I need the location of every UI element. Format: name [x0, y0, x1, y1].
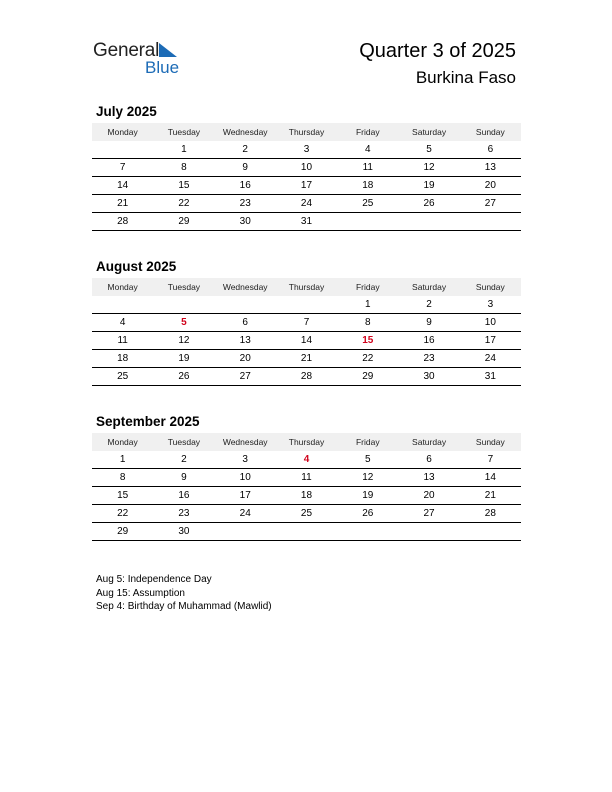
holiday-note: Sep 4: Birthday of Muhammad (Mawlid) — [96, 601, 272, 612]
day-cell: 8 — [92, 469, 153, 487]
day-cell: 21 — [92, 195, 153, 213]
month-title: August 2025 — [96, 259, 177, 274]
day-cell: 5 — [153, 314, 214, 332]
day-cell: 24 — [460, 350, 521, 368]
day-cell: 12 — [398, 159, 459, 177]
day-cell: 25 — [337, 195, 398, 213]
empty-cell — [92, 296, 153, 314]
day-cell: 3 — [460, 296, 521, 314]
empty-cell — [398, 213, 459, 231]
day-cell: 4 — [337, 141, 398, 159]
day-cell: 19 — [398, 177, 459, 195]
day-cell: 11 — [337, 159, 398, 177]
day-cell: 26 — [398, 195, 459, 213]
weekday-header: Sunday — [460, 433, 521, 451]
day-cell: 21 — [276, 350, 337, 368]
empty-cell — [398, 523, 459, 541]
day-cell: 10 — [215, 469, 276, 487]
day-cell: 29 — [92, 523, 153, 541]
weekday-header: Friday — [337, 123, 398, 141]
weekday-header: Thursday — [276, 433, 337, 451]
day-cell: 21 — [460, 487, 521, 505]
month-title: September 2025 — [96, 414, 200, 429]
day-cell: 9 — [153, 469, 214, 487]
day-cell: 7 — [276, 314, 337, 332]
day-cell: 10 — [276, 159, 337, 177]
day-cell: 6 — [460, 141, 521, 159]
weekday-header: Saturday — [398, 433, 459, 451]
holiday-notes — [96, 573, 272, 614]
day-cell: 16 — [215, 177, 276, 195]
day-cell: 18 — [92, 350, 153, 368]
empty-cell — [153, 296, 214, 314]
day-cell: 30 — [153, 523, 214, 541]
month-july — [92, 103, 521, 231]
weekday-header: Friday — [337, 433, 398, 451]
day-cell: 30 — [215, 213, 276, 231]
day-cell: 1 — [153, 141, 214, 159]
month-september — [92, 413, 521, 541]
day-cell: 8 — [337, 314, 398, 332]
day-cell: 23 — [215, 195, 276, 213]
day-cell: 24 — [276, 195, 337, 213]
calendar-grid — [92, 123, 521, 231]
weekday-header: Wednesday — [215, 433, 276, 451]
empty-cell — [215, 296, 276, 314]
day-cell: 8 — [153, 159, 214, 177]
day-cell: 11 — [276, 469, 337, 487]
day-cell: 25 — [92, 368, 153, 386]
day-cell: 2 — [153, 451, 214, 469]
day-cell: 14 — [276, 332, 337, 350]
day-cell: 24 — [215, 505, 276, 523]
day-cell: 22 — [92, 505, 153, 523]
day-cell: 15 — [337, 332, 398, 350]
day-cell: 6 — [398, 451, 459, 469]
weekday-header: Thursday — [276, 123, 337, 141]
month-title: July 2025 — [96, 104, 157, 119]
empty-cell — [337, 213, 398, 231]
empty-cell — [215, 523, 276, 541]
day-cell: 2 — [215, 141, 276, 159]
day-cell: 10 — [460, 314, 521, 332]
weekday-header: Wednesday — [215, 123, 276, 141]
day-cell: 26 — [153, 368, 214, 386]
day-cell: 16 — [153, 487, 214, 505]
logo — [93, 40, 193, 80]
day-cell: 1 — [337, 296, 398, 314]
day-cell: 19 — [337, 487, 398, 505]
day-cell: 26 — [337, 505, 398, 523]
day-cell: 5 — [337, 451, 398, 469]
day-cell: 17 — [276, 177, 337, 195]
day-cell: 7 — [92, 159, 153, 177]
month-august — [92, 258, 521, 386]
day-cell: 13 — [215, 332, 276, 350]
day-cell: 5 — [398, 141, 459, 159]
day-cell: 29 — [153, 213, 214, 231]
day-cell: 25 — [276, 505, 337, 523]
logo-text-blue: Blue — [145, 58, 180, 77]
weekday-header: Saturday — [398, 123, 459, 141]
day-cell: 28 — [460, 505, 521, 523]
day-cell: 9 — [398, 314, 459, 332]
day-cell: 27 — [215, 368, 276, 386]
day-cell: 23 — [153, 505, 214, 523]
weekday-header: Wednesday — [215, 278, 276, 296]
day-cell: 20 — [215, 350, 276, 368]
day-cell: 17 — [460, 332, 521, 350]
day-cell: 13 — [460, 159, 521, 177]
empty-cell — [276, 296, 337, 314]
day-cell: 6 — [215, 314, 276, 332]
calendar-grid — [92, 433, 521, 541]
day-cell: 3 — [215, 451, 276, 469]
day-cell: 22 — [153, 195, 214, 213]
day-cell: 17 — [215, 487, 276, 505]
weekday-header: Thursday — [276, 278, 337, 296]
day-cell: 18 — [276, 487, 337, 505]
holiday-note: Aug 5: Independence Day — [96, 574, 212, 585]
day-cell: 28 — [92, 213, 153, 231]
day-cell: 4 — [276, 451, 337, 469]
day-cell: 23 — [398, 350, 459, 368]
day-cell: 29 — [337, 368, 398, 386]
weekday-header: Sunday — [460, 278, 521, 296]
day-cell: 27 — [460, 195, 521, 213]
logo-triangle-icon — [159, 43, 177, 57]
weekday-header: Friday — [337, 278, 398, 296]
day-cell: 13 — [398, 469, 459, 487]
logo-text-general: General — [93, 40, 160, 61]
day-cell: 11 — [92, 332, 153, 350]
day-cell: 1 — [92, 451, 153, 469]
day-cell: 12 — [337, 469, 398, 487]
day-cell: 20 — [460, 177, 521, 195]
day-cell: 27 — [398, 505, 459, 523]
weekday-header: Tuesday — [153, 433, 214, 451]
day-cell: 31 — [460, 368, 521, 386]
country-name: Burkina Faso — [415, 68, 516, 87]
day-cell: 2 — [398, 296, 459, 314]
day-cell: 4 — [92, 314, 153, 332]
calendar-grid — [92, 278, 521, 386]
day-cell: 16 — [398, 332, 459, 350]
holiday-note: Aug 15: Assumption — [96, 587, 185, 599]
day-cell: 14 — [460, 469, 521, 487]
day-cell: 12 — [153, 332, 214, 350]
day-cell: 20 — [398, 487, 459, 505]
page-title: Quarter 3 of 2025 — [359, 40, 516, 62]
day-cell: 9 — [215, 159, 276, 177]
weekday-header: Sunday — [460, 123, 521, 141]
day-cell: 14 — [92, 177, 153, 195]
weekday-header: Monday — [92, 433, 153, 451]
day-cell: 15 — [92, 487, 153, 505]
day-cell: 15 — [153, 177, 214, 195]
day-cell: 7 — [460, 451, 521, 469]
empty-cell — [92, 141, 153, 159]
day-cell: 18 — [337, 177, 398, 195]
day-cell: 31 — [276, 213, 337, 231]
empty-cell — [337, 523, 398, 541]
day-cell: 3 — [276, 141, 337, 159]
day-cell: 30 — [398, 368, 459, 386]
weekday-header: Saturday — [398, 278, 459, 296]
empty-cell — [460, 523, 521, 541]
weekday-header: Monday — [92, 123, 153, 141]
day-cell: 22 — [337, 350, 398, 368]
weekday-header: Tuesday — [153, 123, 214, 141]
day-cell: 28 — [276, 368, 337, 386]
weekday-header: Tuesday — [153, 278, 214, 296]
weekday-header: Monday — [92, 278, 153, 296]
day-cell: 19 — [153, 350, 214, 368]
empty-cell — [276, 523, 337, 541]
empty-cell — [460, 213, 521, 231]
